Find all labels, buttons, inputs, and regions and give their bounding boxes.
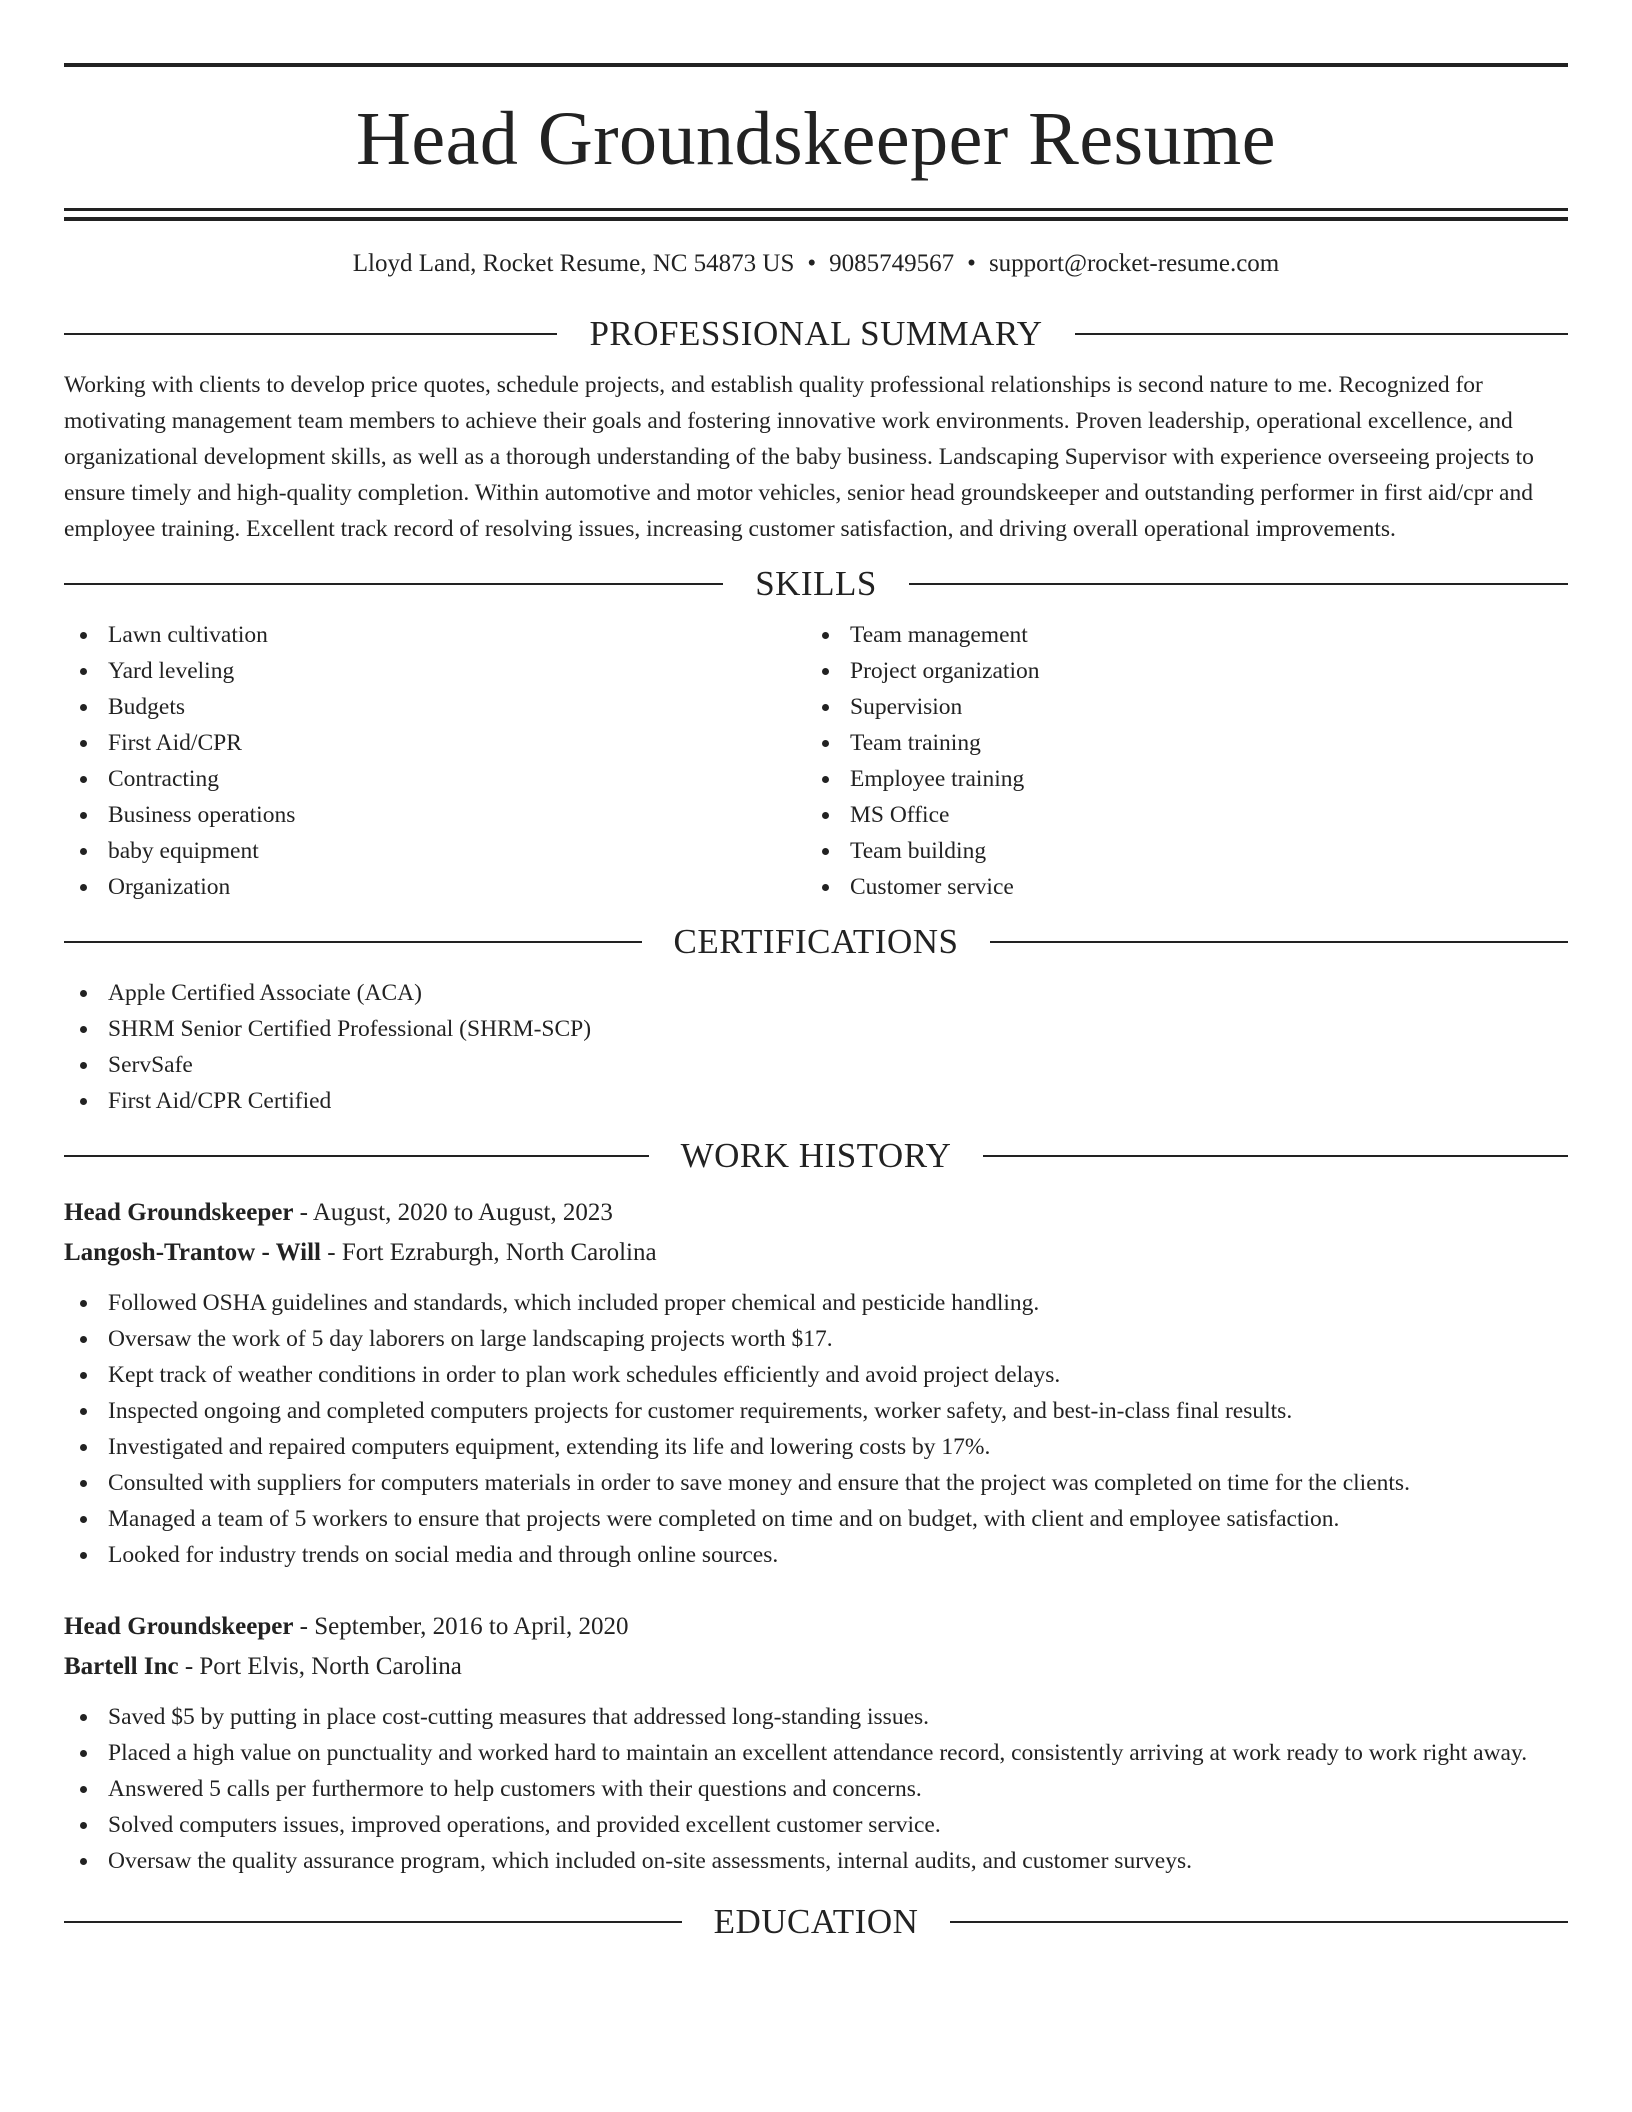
section-heading-work-history: [64, 1135, 1568, 1177]
job-bullet: Followed OSHA guidelines and standards, which included proper chemical and pesticide handling.: [64, 1285, 1568, 1321]
section-title: CERTIFICATIONS: [673, 922, 959, 961]
skill-item: Project organization: [806, 653, 1548, 689]
section-title: PROFESSIONAL SUMMARY: [589, 314, 1043, 353]
top-rule: [64, 63, 1568, 67]
job-bullet: Investigated and repaired computers equipment, extending its life and lowering costs by 17%.: [64, 1429, 1568, 1465]
job-entry: [64, 1607, 1568, 1879]
skill-item: First Aid/CPR: [64, 725, 806, 761]
job-company: Langosh-Trantow - Will: [64, 1239, 321, 1266]
job-bullets: [64, 1699, 1568, 1879]
title-double-rule: [64, 208, 1568, 221]
job-entry: [64, 1193, 1568, 1573]
skill-item: MS Office: [806, 797, 1548, 833]
resume-page: [64, 0, 1568, 1943]
skill-item: Supervision: [806, 689, 1548, 725]
job-bullet: Looked for industry trends on social media and through online sources.: [64, 1537, 1568, 1573]
job-bullet: Solved computers issues, improved operations, and provided excellent customer service.: [64, 1807, 1568, 1843]
job-bullet: Answered 5 calls per furthermore to help customers with their questions and concerns.: [64, 1771, 1568, 1807]
skill-item: Employee training: [806, 761, 1548, 797]
job-dates: - August, 2020 to August, 2023: [293, 1199, 613, 1226]
contact-separator: •: [807, 250, 817, 277]
heading-rule: [950, 1921, 1568, 1923]
job-title-line: [64, 1193, 1568, 1233]
job-company: Bartell Inc: [64, 1653, 179, 1680]
skill-item: Team building: [806, 833, 1548, 869]
section-title: SKILLS: [755, 564, 877, 603]
summary-paragraph: Working with clients to develop price quotes, schedule projects, and establish quality professional relationships is second nature to me. Recognized for motivating management team members to achieve their goals and fostering innovative work environments. Proven leadership, operational excellence, and organizational development skills, as well as a thorough understanding of the baby business. Landscaping Supervisor with experience overseeing projects to ensure timely and high-quality completion. Within automotive and motor vehicles, senior head groundskeeper and outstanding performer in first aid/cpr and employee training. Excellent track record of resolving issues, increasing customer satisfaction, and driving overall operational improvements.: [64, 372, 1534, 542]
skills-columns: [64, 617, 1568, 905]
section-heading-skills: [64, 563, 1568, 605]
job-dates: - September, 2016 to April, 2020: [293, 1613, 629, 1640]
certification-item: SHRM Senior Certified Professional (SHRM-SCP): [64, 1011, 1568, 1047]
job-title: Head Groundskeeper: [64, 1199, 294, 1226]
job-bullet: Consulted with suppliers for computers materials in order to save money and ensure that the project was completed on time for the clients.: [64, 1465, 1568, 1501]
skill-item: Business operations: [64, 797, 806, 833]
heading-rule: [64, 941, 642, 943]
contact-phone: 9085749567: [829, 250, 955, 277]
job-company-line: [64, 1647, 1568, 1687]
certification-item: First Aid/CPR Certified: [64, 1083, 1568, 1119]
heading-rule: [909, 583, 1568, 585]
section-heading-summary: [64, 313, 1568, 355]
contact-separator: •: [967, 250, 976, 277]
job-bullets: [64, 1285, 1568, 1573]
heading-rule: [64, 333, 557, 335]
skills-list-right: [806, 617, 1548, 905]
job-bullet: Kept track of weather conditions in order to plan work schedules efficiently and avoid project delays.: [64, 1357, 1568, 1393]
job-bullet: Placed a high value on punctuality and worked hard to maintain an excellent attendance record, consistently arriving at work ready to work right away.: [64, 1735, 1568, 1771]
section-title: WORK HISTORY: [680, 1136, 952, 1175]
contact-address: Lloyd Land, Rocket Resume, NC 54873 US: [352, 250, 795, 277]
certification-item: Apple Certified Associate (ACA): [64, 975, 1568, 1011]
heading-rule: [983, 1155, 1568, 1157]
skill-item: Organization: [64, 869, 806, 905]
job-location: - Fort Ezraburgh, North Carolina: [321, 1239, 657, 1266]
contact-email: support@rocket-resume.com: [988, 250, 1280, 277]
job-location: - Port Elvis, North Carolina: [178, 1653, 462, 1680]
skill-item: Customer service: [806, 869, 1548, 905]
certifications-list: [64, 975, 1568, 1119]
skill-item: Yard leveling: [64, 653, 806, 689]
skill-item: Team training: [806, 725, 1548, 761]
job-bullet: Oversaw the quality assurance program, which included on-site assessments, internal audits, and customer surveys.: [64, 1843, 1568, 1879]
heading-rule: [64, 1921, 682, 1923]
heading-rule: [64, 583, 723, 585]
skill-item: Contracting: [64, 761, 806, 797]
section-heading-certifications: [64, 921, 1568, 963]
contact-line: [64, 249, 1568, 279]
section-heading-education: [64, 1901, 1568, 1943]
job-company-line: [64, 1233, 1568, 1273]
certification-item: ServSafe: [64, 1047, 1568, 1083]
section-title: EDUCATION: [713, 1902, 919, 1941]
skill-item: baby equipment: [64, 833, 806, 869]
heading-rule: [1075, 333, 1568, 335]
heading-rule: [990, 941, 1568, 943]
skill-item: Lawn cultivation: [64, 617, 806, 653]
skills-list-left: [64, 617, 806, 905]
job-title: Head Groundskeeper: [64, 1613, 294, 1640]
resume-title: Head Groundskeeper Resume: [356, 97, 1276, 181]
job-title-line: [64, 1607, 1568, 1647]
skill-item: Budgets: [64, 689, 806, 725]
heading-rule: [64, 1155, 649, 1157]
job-bullet: Inspected ongoing and completed computers projects for customer requirements, worker safety, and best-in-class final results.: [64, 1393, 1568, 1429]
job-bullet: Oversaw the work of 5 day laborers on large landscaping projects worth $17.: [64, 1321, 1568, 1357]
skill-item: Team management: [806, 617, 1548, 653]
job-bullet: Managed a team of 5 workers to ensure that projects were completed on time and on budget, with client and employee satisfaction.: [64, 1501, 1568, 1537]
job-bullet: Saved $5 by putting in place cost-cutting measures that addressed long-standing issues.: [64, 1699, 1568, 1735]
